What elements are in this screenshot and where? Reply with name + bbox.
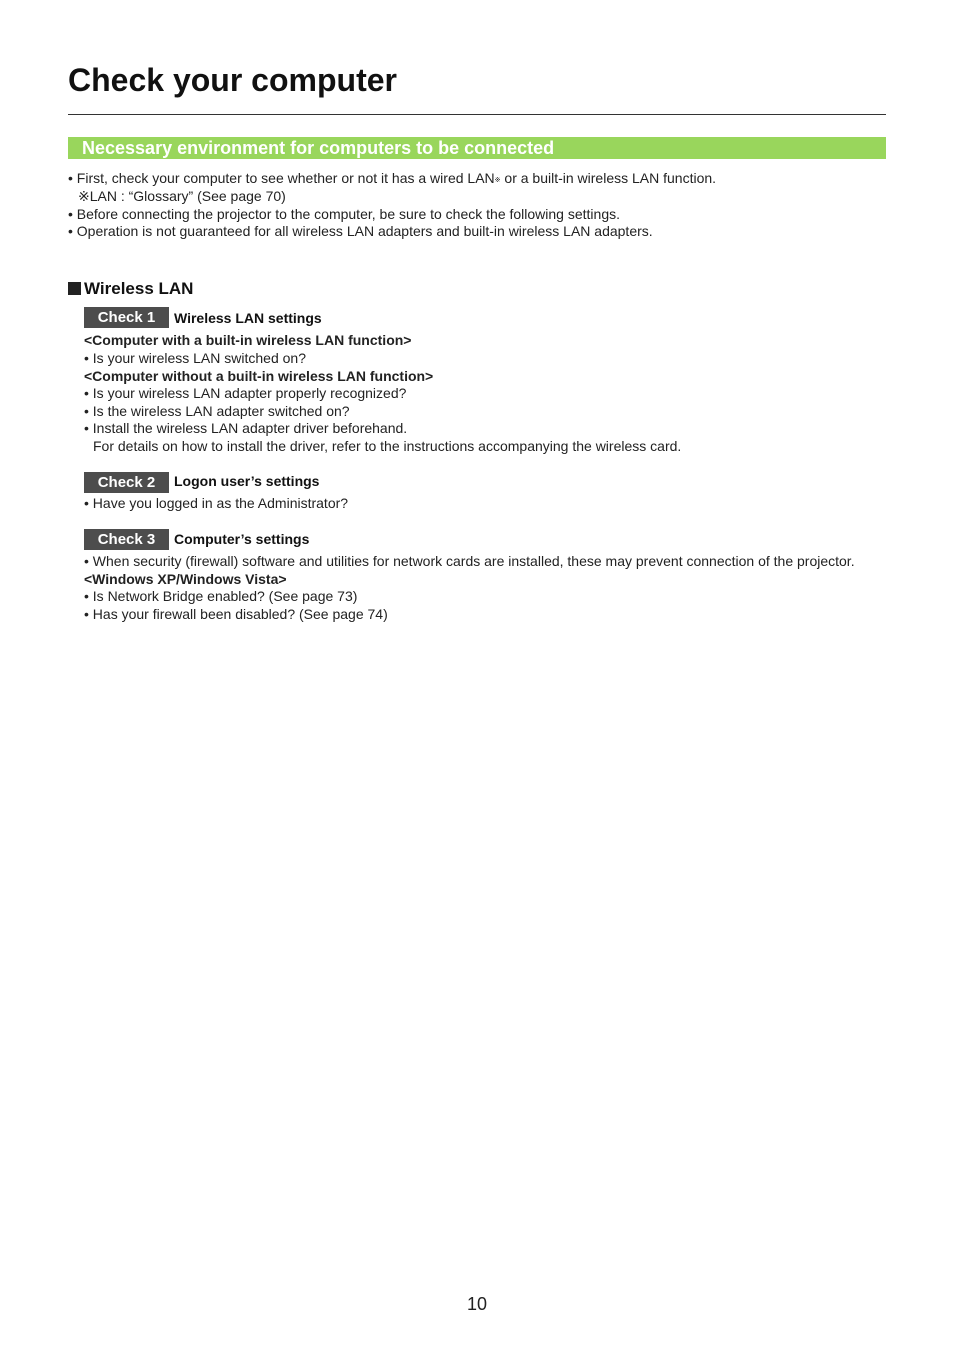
check-1-condition: <Computer without a built-in wireless LAN function>	[84, 368, 434, 384]
check-1-title: Wireless LAN settings	[174, 310, 322, 326]
check-1-condition: <Computer with a built-in wireless LAN function>	[84, 332, 412, 348]
intro-text: • First, check your computer to see whether or not it has a wired LAN	[68, 170, 495, 186]
page-number: 10	[466, 1294, 488, 1314]
check-3-item: • When security (firewall) software and utilities for network cards are installed, these may prevent connection of the projector.	[84, 553, 855, 569]
check-1-item: • Install the wireless LAN adapter driver beforehand.	[84, 420, 408, 436]
check-2-title: Logon user’s settings	[174, 473, 320, 489]
check-3-item: • Is Network Bridge enabled? (See page 73)	[84, 588, 358, 604]
check-1-note: For details on how to install the driver, refer to the instructions accompanying the wireless card.	[93, 438, 682, 454]
glossary-note: ※LAN : “Glossary” (See page 70)	[78, 188, 286, 204]
subsection-label: Wireless LAN	[84, 279, 194, 298]
section-heading-bar	[68, 137, 886, 159]
intro-line: • Before connecting the projector to the computer, be sure to check the following settings.	[68, 206, 620, 222]
intro-text: or a built-in wireless LAN function.	[500, 170, 717, 186]
glossary-mark: ※	[494, 177, 501, 184]
check-3-badge: Check 3	[84, 529, 169, 550]
check-1-item: • Is your wireless LAN switched on?	[84, 350, 306, 366]
square-bullet-icon	[68, 282, 81, 295]
check-3-condition: <Windows XP/Windows Vista>	[84, 571, 287, 587]
check-1-item: • Is the wireless LAN adapter switched on?	[84, 403, 350, 419]
check-2-item: • Have you logged in as the Administrator?	[84, 495, 349, 511]
subsection-heading	[68, 279, 193, 299]
check-1-item: • Is your wireless LAN adapter properly recognized?	[84, 385, 407, 401]
intro-line-lan	[68, 170, 716, 187]
check-3-title: Computer’s settings	[174, 531, 310, 547]
section-heading: Necessary environment for computers to be connected	[82, 138, 555, 158]
check-1-badge: Check 1	[84, 307, 169, 328]
intro-line: • Operation is not guaranteed for all wireless LAN adapters and built-in wireless LAN adapters.	[68, 223, 653, 239]
page-title: Check your computer	[68, 62, 397, 98]
check-3-item: • Has your firewall been disabled? (See page 74)	[84, 606, 388, 622]
title-divider	[68, 114, 886, 115]
check-2-badge: Check 2	[84, 472, 169, 493]
